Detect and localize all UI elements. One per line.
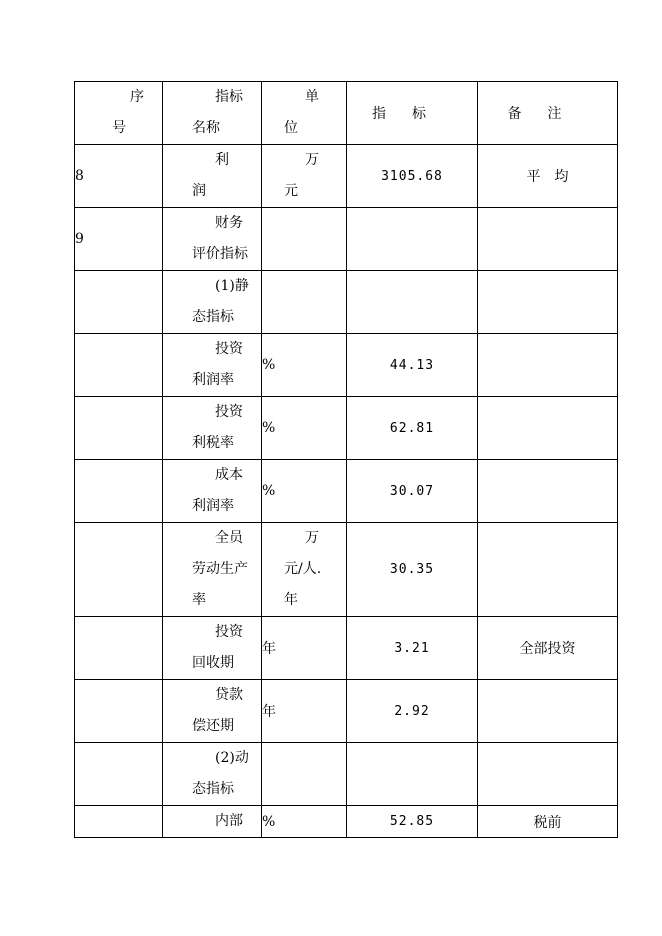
name-line: 偿还期: [192, 718, 234, 734]
unit-cell: %: [262, 806, 347, 838]
unit-cell: %: [262, 334, 347, 397]
unit-cell: [262, 145, 347, 208]
header-seq-line: 序: [130, 89, 144, 105]
header-name-line: 指标: [215, 89, 243, 105]
name-line: 润: [192, 183, 206, 199]
seq-cell: [75, 271, 163, 334]
header-seq-cell: [75, 82, 163, 145]
name-line: 利润率: [192, 498, 234, 514]
table-row: [75, 680, 618, 743]
name-cell: [163, 680, 262, 743]
name-cell: [163, 271, 262, 334]
name-line: 利润率: [192, 372, 234, 388]
header-unit-cell: [262, 82, 347, 145]
name-line: 投资: [215, 624, 243, 640]
name-line: 态指标: [192, 309, 234, 325]
name-cell: [163, 145, 262, 208]
unit-line: 元: [284, 183, 298, 199]
value-cell: [347, 271, 478, 334]
name-line: 评价指标: [192, 246, 248, 262]
value-cell: 52.85: [347, 806, 478, 838]
name-line: (2)动: [215, 750, 249, 766]
header-name-line: 名称: [192, 120, 220, 136]
note-cell: [478, 523, 618, 617]
note-cell: [478, 208, 618, 271]
seq-cell: [75, 523, 163, 617]
name-line: 财务: [215, 215, 243, 231]
name-cell: [163, 460, 262, 523]
table-row: [75, 334, 618, 397]
note-cell: 税前: [478, 806, 618, 838]
unit-cell: [262, 271, 347, 334]
unit-line: 万: [305, 530, 319, 546]
value-cell: 2.92: [347, 680, 478, 743]
note-cell: 平 均: [478, 145, 618, 208]
name-line: 贷款: [215, 687, 243, 703]
note-cell: [478, 743, 618, 806]
table-row: [75, 145, 618, 208]
unit-cell: %: [262, 460, 347, 523]
name-cell: [163, 334, 262, 397]
unit-cell: 年: [262, 680, 347, 743]
seq-cell: [75, 397, 163, 460]
unit-line: 年: [284, 592, 298, 608]
table-row: [75, 460, 618, 523]
note-cell: [478, 334, 618, 397]
seq-cell: 9: [75, 208, 163, 271]
name-line: 全员: [215, 530, 243, 546]
value-cell: 3.21: [347, 617, 478, 680]
value-cell: 30.07: [347, 460, 478, 523]
value-cell: [347, 743, 478, 806]
indicator-table: [74, 81, 618, 838]
table-row: [75, 617, 618, 680]
table-row: [75, 271, 618, 334]
value-cell: 30.35: [347, 523, 478, 617]
seq-cell: [75, 680, 163, 743]
name-line: 利: [215, 152, 229, 168]
unit-cell: 年: [262, 617, 347, 680]
name-line: 利税率: [192, 435, 234, 451]
table-row: [75, 208, 618, 271]
header-name-cell: [163, 82, 262, 145]
value-cell: 3105.68: [347, 145, 478, 208]
unit-line: 元/人.: [284, 561, 322, 577]
note-cell: [478, 271, 618, 334]
unit-cell: [262, 208, 347, 271]
name-cell: [163, 208, 262, 271]
note-cell: [478, 680, 618, 743]
note-cell: [478, 460, 618, 523]
unit-line: 万: [305, 152, 319, 168]
table-row: [75, 806, 618, 838]
table-row: [75, 743, 618, 806]
name-line: 成本: [215, 467, 243, 483]
header-seq-line: 号: [112, 120, 126, 136]
header-unit-line: 单: [305, 89, 319, 105]
unit-cell: [262, 523, 347, 617]
name-cell: [163, 617, 262, 680]
seq-cell: [75, 743, 163, 806]
name-cell: [163, 397, 262, 460]
name-cell: [163, 806, 262, 838]
name-line: 投资: [215, 404, 243, 420]
seq-cell: 8: [75, 145, 163, 208]
name-line: 率: [192, 592, 206, 608]
note-cell: [478, 397, 618, 460]
unit-cell: [262, 743, 347, 806]
name-cell: [163, 743, 262, 806]
seq-cell: [75, 806, 163, 838]
table-row: [75, 523, 618, 617]
name-line: 回收期: [192, 655, 234, 671]
table-row: [75, 397, 618, 460]
name-line: (1)静: [215, 278, 249, 294]
seq-cell: [75, 460, 163, 523]
value-cell: 62.81: [347, 397, 478, 460]
value-cell: 44.13: [347, 334, 478, 397]
name-line: 劳动生产: [192, 561, 248, 577]
value-cell: [347, 208, 478, 271]
name-line: 投资: [215, 341, 243, 357]
unit-cell: %: [262, 397, 347, 460]
note-cell: 全部投资: [478, 617, 618, 680]
header-value-cell: 指标: [347, 82, 478, 145]
name-line: 内部: [215, 813, 243, 829]
seq-cell: [75, 334, 163, 397]
name-cell: [163, 523, 262, 617]
header-note-cell: 备注: [478, 82, 618, 145]
table-header-row: [75, 82, 618, 145]
header-unit-line: 位: [284, 120, 298, 136]
name-line: 态指标: [192, 781, 234, 797]
seq-cell: [75, 617, 163, 680]
